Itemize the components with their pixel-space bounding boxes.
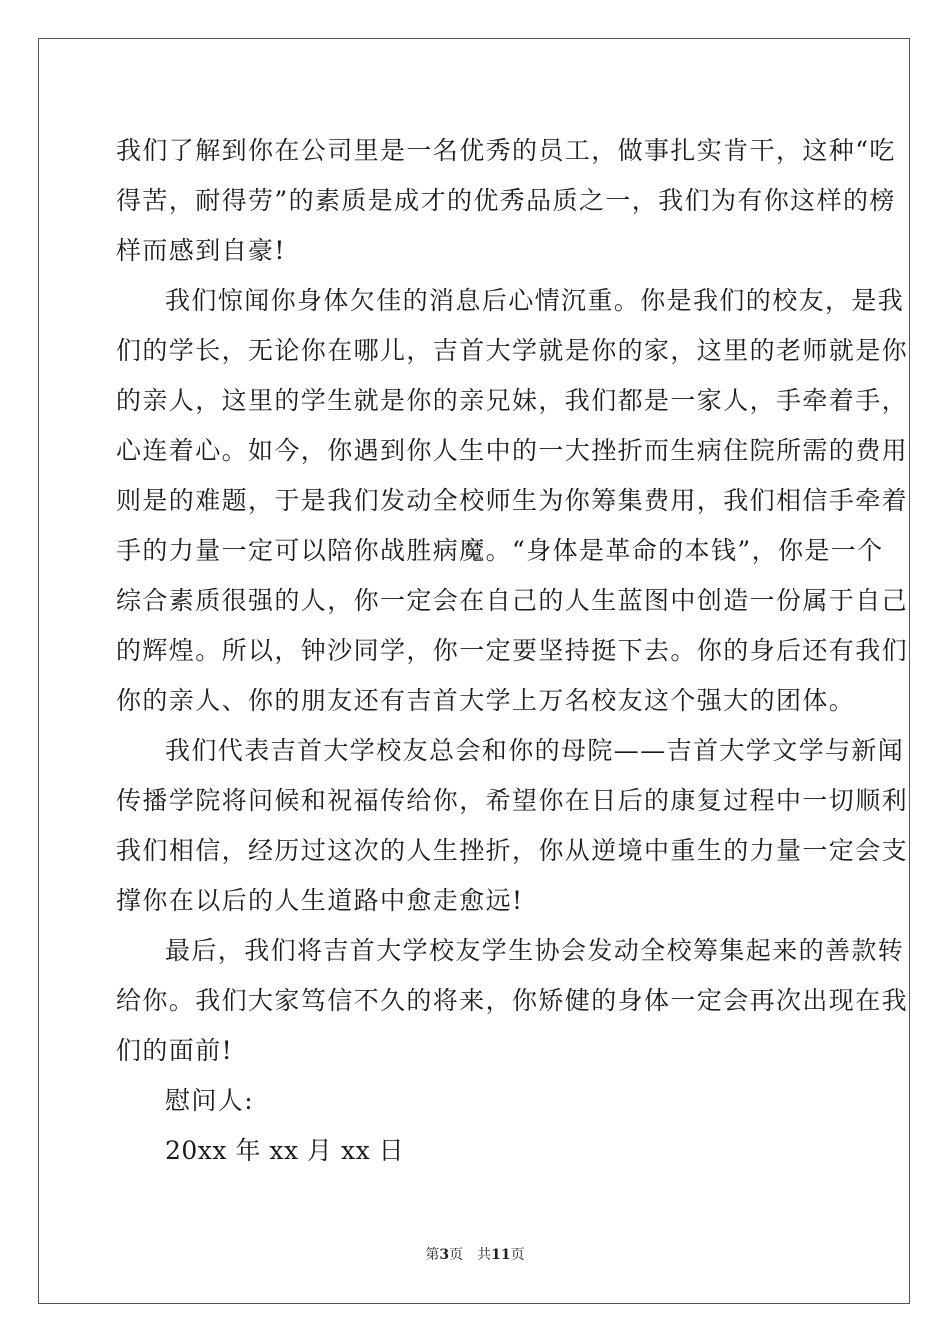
paragraph-line: 得苦，耐得劳”的素质是成才的优秀品质之一，我们为有你这样的榜 <box>116 186 896 215</box>
paragraph-line: 则是的难题，于是我们发动全校师生为你筹集费用，我们相信手牵着 <box>116 486 909 515</box>
paragraph-line: 最后，我们将吉首大学校友学生协会发动全校筹集起来的善款转 <box>165 936 905 965</box>
paragraph-line: 我们代表吉首大学校友总会和你的母院——吉首大学文学与新闻 <box>165 736 905 765</box>
paragraph-line: 样而感到自豪! <box>116 236 286 265</box>
paragraph-line: 我们惊闻你身体欠佳的消息后心情沉重。你是我们的校友，是我 <box>165 286 905 315</box>
paragraph-line: 传播学院将问候和祝福传给你，希望你在日后的康复过程中一切顺利 <box>116 786 909 815</box>
signature-label: 慰问人: <box>165 1086 255 1115</box>
page-footer <box>0 1245 950 1265</box>
paragraph-line: 我们相信，经历过这次的人生挫折，你从逆境中重生的力量一定会支 <box>116 836 909 865</box>
paragraph-line: 的辉煌。所以，钟沙同学，你一定要坚持挺下去。你的身后还有我们 <box>116 636 909 665</box>
paragraph-line: 给你。我们大家笃信不久的将来，你矫健的身体一定会再次出现在我 <box>116 986 909 1015</box>
total-prefix: 共 <box>477 1247 492 1263</box>
paragraph-line: 撑你在以后的人生道路中愈走愈远! <box>116 886 524 915</box>
total-suffix: 页 <box>510 1247 525 1263</box>
paragraph-line: 你的亲人、你的朋友还有吉首大学上万名校友这个强大的团体。 <box>116 686 856 715</box>
paragraph-line: 手的力量一定可以陪你战胜病魔。“身体是革命的本钱”，你是一个 <box>116 536 884 565</box>
paragraph-line: 综合素质很强的人，你一定会在自己的人生蓝图中创造一份属于自己 <box>116 586 909 615</box>
paragraph-line: 们的面前! <box>116 1036 234 1065</box>
paragraph-line: 们的学长，无论你在哪儿，吉首大学就是你的家，这里的老师就是你 <box>116 336 909 365</box>
paragraph-line: 我们了解到你在公司里是一名优秀的员工，做事扎实肯干，这种“吃 <box>116 136 896 165</box>
page-suffix: 页 <box>449 1247 464 1263</box>
page-current: 3 <box>439 1247 450 1263</box>
paragraph-line: 的亲人，这里的学生就是你的亲兄妹，我们都是一家人，手牵着手， <box>116 386 909 415</box>
date-line: 20xx 年 xx 月 xx 日 <box>165 1136 405 1165</box>
page-prefix: 第 <box>425 1247 440 1263</box>
page-total: 11 <box>491 1247 511 1263</box>
paragraph-line: 心连着心。如今，你遇到你人生中的一大挫折而生病住院所需的费用 <box>116 436 909 465</box>
